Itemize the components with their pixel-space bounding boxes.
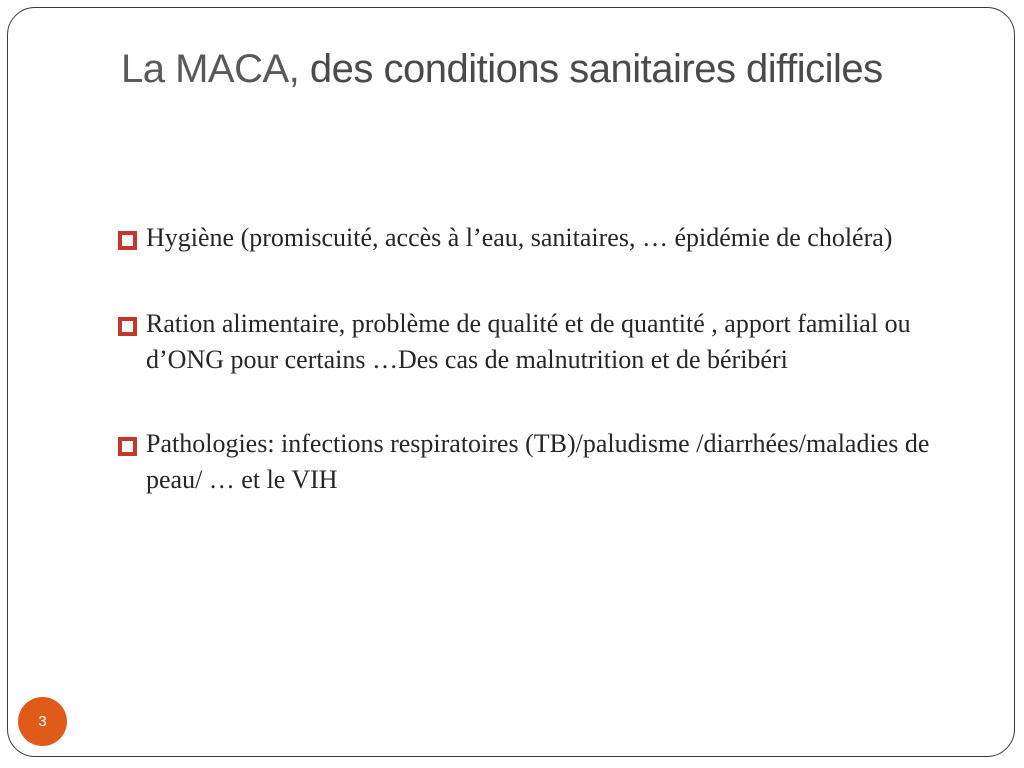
- title-rest: des conditions sanitaires difficiles: [299, 47, 883, 91]
- bullet-text: Hygiène (promiscuité, accès à l’eau, sanitaires, … épidémie de choléra): [146, 223, 893, 252]
- page-number-badge: 3: [18, 697, 67, 746]
- title-prefix: La MACA,: [121, 47, 300, 91]
- bullet-text: Ration alimentaire, problème de qualité et de quantité , apport familial ou d’ONG pour certains …Des cas de malnutrition et de béribéri: [146, 309, 911, 374]
- square-bullet-icon: [118, 231, 137, 250]
- bullet-text: Pathologies: infections respiratoires (TB)/paludisme /diarrhées/maladies de peau/ … et le VIH: [146, 429, 930, 494]
- slide-frame: [7, 7, 1015, 757]
- square-bullet-icon: [118, 317, 137, 336]
- square-bullet-icon: [118, 437, 137, 456]
- slide-title: [121, 44, 981, 94]
- bullet-item-ration: [116, 306, 966, 378]
- bullet-list: [116, 220, 966, 548]
- bullet-item-hygiene: [116, 220, 966, 256]
- bullet-item-pathologies: [116, 426, 966, 498]
